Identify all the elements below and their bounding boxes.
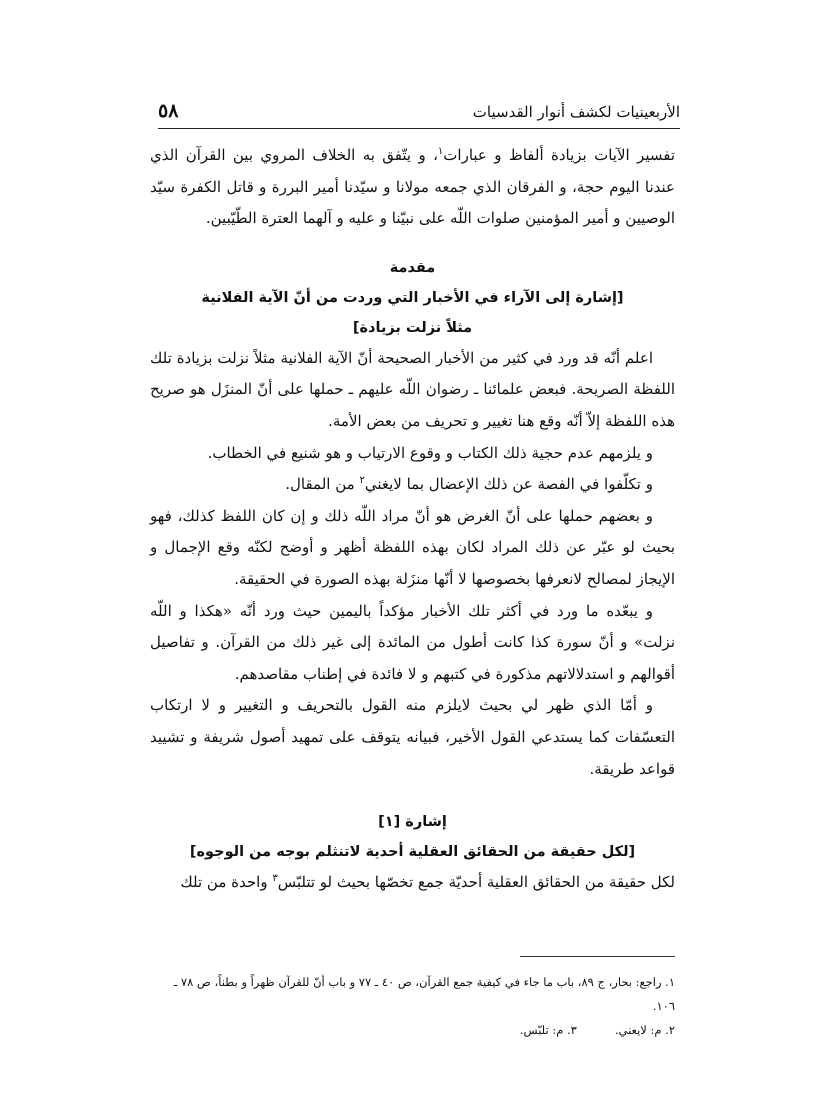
main-text [150, 140, 675, 899]
intro-paragraph [150, 140, 675, 235]
footnote-divider [520, 956, 675, 957]
paragraph-3-part2: من المقال. [285, 475, 360, 494]
footnote-marker-3: ٣ [272, 873, 278, 885]
section-heading-ishara-1: إشارة [١] [378, 814, 447, 831]
page-number: ٥٨ [158, 100, 179, 122]
paragraph-4: و بعضهم حملها على أنّ الغرض هو أنّ مراد اللّه ذلك و إن كان اللفظ كذلك، فهو بحيث لو عبّر عن ذلك المراد لكان بهذه اللفظة أظهر و أوضح لكنّه وقع الإجمال و الإيجاز لمصالح لانعرفها بخصوصها لا أنّها منزَلة بهذه الصورة في الحقيقة. [150, 506, 675, 588]
footnote-3: ٣. م: تلبّس. [519, 1023, 577, 1037]
paragraph-6: و أمّا الذي ظهر لي بحيث لايلزم منه القول بالتحريف و التغيير و لا ارتكاب التعسّفات كما يستدعي القول الأخير، فبيانه يتوقف على تمهيد أصول شريفة و تشييد قواعد طريقة. [150, 696, 675, 778]
section-title-ishara-1: [لكل حقيقة من الحقائق العقلية أحدية لاتنثلم بوجه من الوجوه] [189, 844, 636, 861]
paragraph-1: اعلم أنّه قد ورد في كثير من الأخبار الصحيحة أنّ الآية الفلانية مثلاً نزلت بزيادة تلك اللفظة الصريحة. فبعض علمائنا ـ رضوان اللّه عليهم ـ حملها على أنّ المنزَل هو صريح هذه اللفظة إلاّ أنّه وقع هنا تغيير و تحريف من بعض الأمة. [150, 348, 675, 430]
footnote-marker-1: ١ [437, 146, 444, 157]
footnote-marker-2: ٢ [359, 475, 365, 487]
running-header [158, 94, 680, 129]
paragraph-3 [150, 469, 675, 501]
section-title-introduction-line2: مثلاً نزلت بزيادة] [352, 319, 473, 336]
running-header-title: الأربعينيات لكشف أنوار القدسيات [472, 103, 680, 121]
footnotes [150, 970, 675, 1042]
footnote-2: ٢. م: لايعني. [614, 1023, 675, 1037]
footnote-1: ١. راجع: بحار، ج ٨٩، باب ما جاء في كيفية جمع القرآن، ص ٤٠ ـ ٧٧ و باب أنّ للقرآن ظهراً و بطناً، ص ٧٨ ـ ١٠٦. [173, 975, 675, 1013]
footnote-row-2-3 [150, 1018, 675, 1042]
paragraph-5: و يبعّده ما ورد في أكثر تلك الأخبار مؤكداً باليمين حيث ورد أنّه «هكذا و اللّه نزلت» و أنّ سورة كذا كانت أطول من المائدة إلى غير ذلك من القرآن. و تفاصيل أقوالهم و استدلالاتهم مذكورة في كتبهم و لا فائدة في إطناب مقاصدهم. [150, 601, 675, 683]
section-heading-introduction: مقدمة [389, 259, 436, 276]
paragraph-2: و يلزمهم عدم حجية ذلك الكتاب و وقوع الارتياب و هو شنيع في الخطاب. [207, 443, 653, 462]
intro-text-part1: تفسير الآيات بزيادة ألفاظ و عبارات [443, 146, 676, 164]
paragraph-7-part2: واحدة من تلك [180, 873, 273, 892]
paragraph-3-part1: و تكلّفوا في الفصة عن ذلك الإعضال بما لايغني [364, 475, 653, 494]
section-title-introduction: [إشارة إلى الآراء في الأخبار التي وردت من أنّ الآية الفلانية [201, 289, 624, 306]
paragraph-7-part1: لكل حقيقة من الحقائق العقلية أحديّة جمع تخصّها بحيث لو تتلبّس [277, 873, 675, 892]
intro-text-part2: ، و يتّفق به الخلاف المروي بين القرآن الذي عندنا اليوم حجة، و الفرقان الذي جمعه مولانا و سيّدنا أمير البررة و قاتل الكفرة سيّد الوصيين و أمير المؤمنين صلوات اللّه على نبيّنا و عليه و آلهما العترة الطّيّبين. [150, 146, 675, 228]
paragraph-7 [150, 867, 675, 899]
